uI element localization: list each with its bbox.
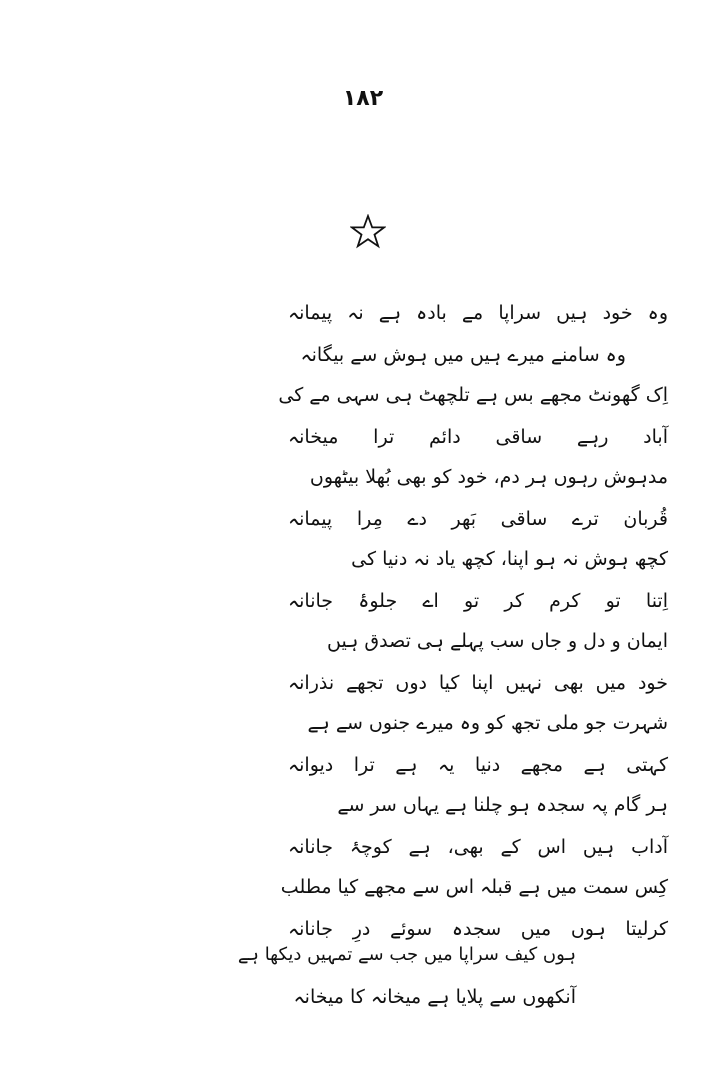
poem-line: ہر گام پہ سجدہ ہو چلنا ہے یہاں سر سے <box>337 794 668 816</box>
poem-line: قُربان ترے ساقی بَھر دے مِرا پیمانہ <box>288 508 668 530</box>
poem-line: ایمان و دل و جاں سب پہلے ہی تصدق ہیں <box>327 630 668 652</box>
poem-line: وہ خود ہیں سراپا مے بادہ ہے نہ پیمانہ <box>288 302 668 324</box>
poem-line: اِتنا تو کرم کر تو اے جلوۂ جانانہ <box>288 590 668 612</box>
poem-line: مدہوش رہوں ہر دم، خود کو بھی بُھلا بیٹھوں <box>309 466 668 488</box>
star-outline-icon <box>350 214 386 250</box>
poem-line: کچھ ہوش نہ ہو اپنا، کچھ یاد نہ دنیا کی <box>351 548 668 570</box>
poem-line: کہتی ہے مجھے دنیا یہ ہے ترا دیوانہ <box>288 754 668 776</box>
poem-line: ہوں کیف سراپا میں جب سے تمہیں دیکھا ہے <box>237 944 576 965</box>
poem-line: اِک گھونٹ مجھے بس ہے تلچھٹ ہی سہی مے کی <box>278 384 668 406</box>
poem-line: شہرت جو ملی تجھ کو وہ میرے جنوں سے ہے <box>307 712 668 734</box>
poem-line: آداب ہیں اس کے بھی، ہے کوچۂ جانانہ <box>288 836 668 858</box>
poem-line: وہ سامنے میرے ہیں میں ہوش سے بیگانہ <box>300 344 626 366</box>
page-number: ۱۸۲ <box>342 86 384 111</box>
poem-line: کرلیتا ہوں میں سجدہ سوئے درِ جانانہ <box>288 918 668 940</box>
poem-line: خود میں بھی نہیں اپنا کیا دوں تجھے نذرانہ <box>288 672 668 694</box>
poem-line: آباد رہے ساقی دائم ترا میخانہ <box>288 426 668 448</box>
poem-line: آنکھوں سے پلایا ہے میخانہ کا میخانہ <box>293 986 576 1008</box>
poem-line: کِس سمت میں ہے قبلہ اس سے مجھے کیا مطلب <box>280 876 668 898</box>
